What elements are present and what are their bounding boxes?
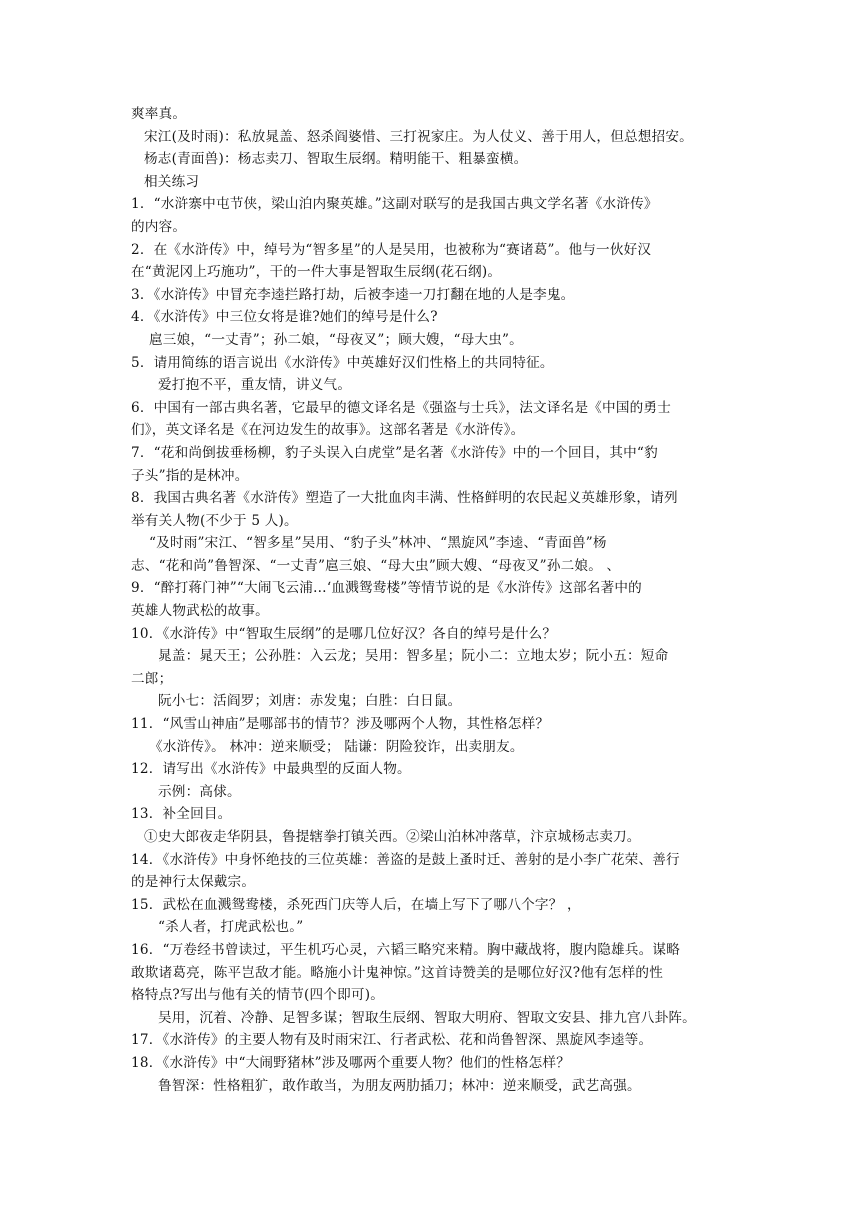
text-line: 2．在《水浒传》中，绰号为“智多星”的人是吴用，也被称为“赛诸葛”。他与一伙好汉	[131, 241, 652, 258]
text-line: 5．请用简练的语言说出《水浒传》中英雄好汉们性格上的共同特征。	[131, 354, 554, 371]
text-line: ①史大郎夜走华阴县，鲁提辖拳打镇关西。②梁山泊林冲落草，汴京城杨志卖刀。	[144, 829, 641, 845]
text-line: 们》，英文译名是《在河边发生的故事》。这部名著是《水浒传》。	[131, 422, 525, 439]
text-line: 17．《水浒传》的主要人物有及时雨宋江、行者武松、花和尚鲁智深、黑旋风李逵等。	[131, 1032, 653, 1049]
text-line: 志、“花和尚”鲁智深、“一丈青”扈三娘、“母大虫”顾大嫂、“母夜叉”孙二娘。 、	[131, 557, 621, 574]
text-line: 爽率真。	[131, 106, 187, 122]
text-line: 爱打抱不平，重友情，讲义气。	[158, 377, 352, 394]
text-line: 扈三娘，“一丈青”；孙二娘，“母夜叉”；顾大嫂，“母大虫”。	[149, 331, 523, 348]
text-line: 相关练习	[144, 173, 200, 190]
text-line: 在“黄泥冈上巧施功”，干的一件大事是智取生辰纲(花石纲)。	[131, 264, 502, 281]
text-line: 6．中国有一部古典名著，它最早的德文译名是《强盗与士兵》，法文译名是《中国的勇士	[131, 399, 672, 416]
text-line: 敢欺诸葛亮，陈平岂敌才能。略施小计鬼神惊。”这首诗赞美的是哪位好汉?他有怎样的性	[131, 964, 663, 981]
text-line: 4．《水浒传》中三位女将是谁?她们的绰号是什么?	[131, 309, 438, 326]
text-line: 阮小七：活阎罗；刘唐：赤发鬼；白胜：白日鼠。	[158, 693, 462, 710]
text-line: 杨志(青面兽)：杨志卖刀、智取生辰纲。精明能干、粗暴蛮横。	[144, 151, 528, 168]
text-line: 鲁智深：性格粗犷，敢作敢当，为朋友两肋插刀；林冲：逆来顺受，武艺高强。	[158, 1077, 641, 1094]
text-line: 7．“花和尚倒拔垂杨柳，豹子头误入白虎堂”是名著《水浒传》中的一个回目，其中“豹	[131, 444, 658, 461]
text-line: 10．《水浒传》中“智取生辰纲”的是哪几位好汉？各自的绰号是什么？	[131, 625, 557, 642]
text-line: 示例：高俅。	[158, 783, 241, 800]
text-line: 英雄人物武松的故事。	[131, 603, 269, 620]
text-line: 二郎；	[131, 670, 173, 687]
document-body	[131, 103, 741, 1097]
text-line: 11．“风雪山神庙”是哪部书的情节？涉及哪两个人物，其性格怎样？	[131, 716, 550, 733]
text-line: 《水浒传》。 林冲：逆来顺受； 陆谦：阴险狡诈，出卖朋友。	[149, 738, 524, 755]
text-line: 8．我国古典名著《水浒传》塑造了一大批血肉丰满、性格鲜明的农民起义英雄形象，请列	[131, 490, 678, 507]
text-line: 宋江(及时雨)：私放晁盖、怒杀阎婆惜、三打祝家庄。为人仗义、善于用人，但总想招安。	[144, 128, 693, 145]
text-line: 13．补全回目。	[131, 806, 232, 823]
text-line: 16．“万卷经书曾读过，平生机巧心灵，六韬三略究来精。胸中藏战将，腹内隐雄兵。谋略	[131, 941, 681, 958]
text-line: 14．《水浒传》中身怀绝技的三位英雄：善盗的是鼓上蚤时迁、善射的是小李广花荣、善行	[131, 851, 680, 868]
text-line: “杀人者，打虎武松也。”	[158, 919, 304, 936]
text-line: 的是神行太保戴宗。	[131, 874, 256, 891]
text-line: 子头”指的是林冲。	[131, 467, 249, 484]
text-line: 9．“醉打蒋门神”“大闹飞云浦…‘血溅鸳鸯楼”等情节说的是《水浒传》这部名著中的	[131, 580, 642, 597]
text-line: 12．请写出《水浒传》中最典型的反面人物。	[131, 761, 411, 778]
text-line: 3．《水浒传》中冒充李逵拦路打劫，后被李逵一刀打翻在地的人是李鬼。	[131, 286, 575, 303]
text-line: “及时雨”宋江、“智多星”吴用、“豹子头”林冲、“黑旋风”李逵、“青面兽”杨	[149, 535, 607, 552]
text-line: 举有关人物(不少于 5 人)。	[131, 512, 298, 529]
text-line: 吴用，沉着、冷静、足智多谋；智取生辰纲、智取大明府、智取文安县、排九宫八卦阵。	[158, 1009, 696, 1026]
text-line: 的内容。	[131, 218, 187, 235]
text-line: 晁盖：晁天王；公孙胜：入云龙；吴用：智多星；阮小二：立地太岁；阮小五：短命	[158, 648, 669, 665]
text-line: 格特点?写出与他有关的情节(四个即可)。	[131, 987, 384, 1004]
text-line: 18．《水浒传》中“大闹野猪林”涉及哪两个重要人物？他们的性格怎样？	[131, 1054, 571, 1071]
text-line: 1．“水浒寨中屯节侠，梁山泊内聚英雄。”这副对联写的是我国古典文学名著《水浒传》	[131, 196, 658, 213]
text-line: 15．武松在血溅鸳鸯楼，杀死西门庆等人后，在墙上写下了哪八个字？ ，	[131, 896, 581, 913]
